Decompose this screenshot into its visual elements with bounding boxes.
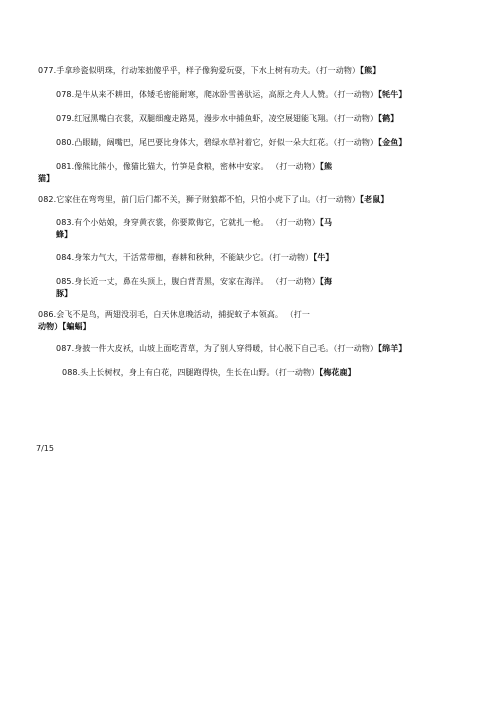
riddle-number: 088.: [62, 368, 81, 377]
riddle-answer: 【梅花鹿】: [319, 367, 356, 377]
riddle-answer: 【老鼠】: [360, 194, 389, 204]
riddle-answer: 【牦牛】: [378, 89, 407, 99]
riddle-077: [38, 64, 380, 77]
riddle-number: 078.: [56, 90, 75, 99]
riddle-number: 082.: [38, 195, 57, 204]
riddle-answer-wrap: 动物）【蝙蝠】: [38, 321, 91, 331]
riddle-answer-wrap: 猫】: [38, 173, 55, 183]
riddle-number: 087.: [56, 344, 75, 353]
riddle-number: 079.: [56, 114, 75, 123]
riddle-number: 084.: [56, 253, 75, 262]
riddle-text: 手拿珍瓷似明珠，行动笨拙傻乎乎，样子像狗爱玩耍，下水上树有功夫。（打一动物）: [56, 66, 361, 75]
riddle-text: 是牛从来不耕田，体矮毛密能耐寒，爬冰卧雪善驮运，高原之舟人人赞。（打一动物）: [74, 90, 379, 99]
riddle-answer-wrap: 豚】: [56, 288, 73, 298]
riddle-088: [62, 366, 356, 379]
riddle-086-continued: [38, 320, 91, 333]
riddle-085-continued: [56, 287, 72, 300]
riddle-text: 它家住在弯弯里，前门后门都不关，狮子财狼都不怕，只怕小虎下了山。（打一动物）: [56, 195, 361, 204]
riddle-answer: 【海: [319, 276, 333, 286]
riddle-answer: 【熊: [319, 161, 333, 171]
riddle-087: [56, 342, 406, 355]
riddle-answer: 【鹤】: [378, 113, 399, 123]
riddle-text: 凸眼睛，阔嘴巴，尾巴要比身体大，碧绿水草衬着它，好似一朵大红花。（打一动物）: [74, 138, 379, 147]
riddle-text: 会飞不是鸟，两翅没羽毛，白天休息晚活动，捕捉蚊子本领高。 （打一: [56, 310, 310, 319]
riddle-078: [56, 88, 406, 101]
riddle-text: 头上长树杈，身上有白花，四腿跑得快，生长在山野。（打一动物）: [80, 368, 320, 377]
riddle-080: [56, 136, 406, 149]
riddle-text: 红冠黑嘴白衣裳，双腿细瘦走路晃，漫步水中捕鱼虾，凌空展翅能飞翔。（打一动物）: [74, 114, 379, 123]
riddle-083-continued: [56, 228, 72, 241]
riddle-081-continued: [38, 172, 54, 185]
riddle-text: 像熊比熊小，像猫比猫大，竹笋是食粮，密林中安家。 （打一动物）: [74, 162, 320, 171]
riddle-081: [56, 160, 332, 173]
riddle-answer: 【牛】: [313, 252, 334, 262]
riddle-number: 086.: [38, 310, 57, 319]
riddle-083: [56, 216, 332, 229]
riddle-number: 083.: [56, 218, 75, 227]
riddle-text: 有个小姑娘，身穿黄衣裳，你要欺侮它，它就扎一枪。 （打一动物）: [74, 218, 320, 227]
riddle-text: 身披一件大皮袄，山坡上面吃青草，为了别人穿得暖，甘心脱下自己毛。（打一动物）: [74, 344, 379, 353]
riddle-number: 081.: [56, 162, 75, 171]
riddle-number: 077.: [38, 66, 57, 75]
riddle-answer-wrap: 蜂】: [56, 229, 73, 239]
riddle-number: 085.: [56, 277, 75, 286]
riddle-084: [56, 251, 334, 264]
riddle-answer: 【金鱼】: [378, 137, 407, 147]
riddle-082: [38, 193, 388, 206]
page-number: 7/15: [36, 444, 54, 453]
riddle-number: 080.: [56, 138, 75, 147]
riddle-085: [56, 275, 332, 288]
riddle-answer: 【熊】: [360, 65, 381, 75]
riddle-answer: 【绵羊】: [378, 343, 407, 353]
riddle-text: 身笨力气大，干活常带枷，春耕和秋种，不能缺少它。（打一动物）: [74, 253, 314, 262]
riddle-answer: 【马: [319, 217, 333, 227]
riddle-text: 身长近一丈，鼻在头顶上，腹白背青黑，安家在海洋。 （打一动物）: [74, 277, 320, 286]
riddle-079: [56, 112, 398, 125]
